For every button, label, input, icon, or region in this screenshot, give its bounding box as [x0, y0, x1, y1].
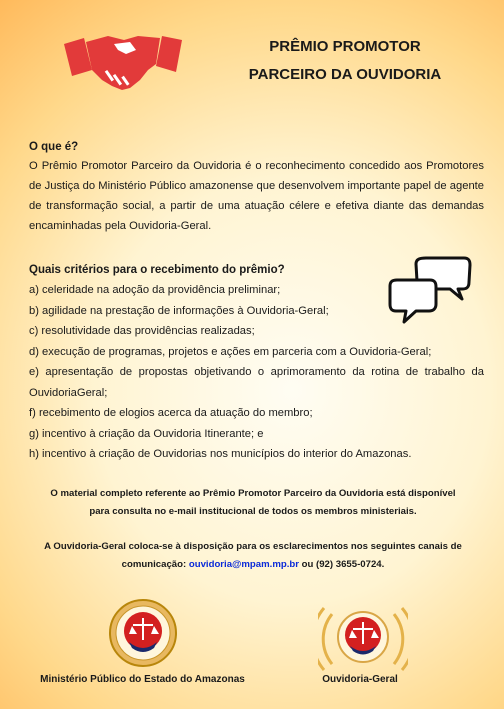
contact-prefix: comunicação: — [121, 558, 187, 570]
material-note-line-1: O material completo referente ao Prêmio Promotor Parceiro da Ouvidoria está disponível — [50, 488, 456, 499]
handshake-icon — [64, 30, 182, 96]
mp-seal-icon — [108, 598, 178, 668]
title-line-2: PARCEIRO DA OUVIDORIA — [248, 66, 442, 83]
criteria-heading: Quais critérios para o recebimento do prêmio? — [29, 264, 285, 276]
criteria-item-c: c) resolutividade das providências realizadas; — [29, 325, 255, 337]
ouvidoria-seal-icon — [318, 602, 408, 672]
title-line-1: PRÊMIO PROMOTOR — [269, 38, 421, 55]
criteria-item-d: d) execução de programas, projetos e ações em parceria com a Ouvidoria-Geral; — [29, 345, 432, 358]
criteria-item-h: h) incentivo à criação de Ouvidorias nos municípios do interior do Amazonas. — [29, 448, 412, 460]
criteria-item-b: b) agilidade na prestação de informações à Ouvidoria-Geral; — [29, 304, 329, 317]
mp-caption: Ministério Público do Estado do Amazonas — [40, 674, 245, 685]
contact-note — [22, 538, 484, 573]
criteria-item-f: f) recebimento de elogios acerca da atuação do membro; — [29, 407, 313, 419]
contact-suffix: ou (92) 3655-0724. — [301, 558, 385, 570]
what-is-text: O Prêmio Promotor Parceiro da Ouvidoria é o reconhecimento concedido aos Promotores de Justiça do Ministério Público amazonense que desenvolvem importante papel de agente de transformação social, a partir de uma atuação célere e efetiva diante das demandas encaminhadas pela Ouvidoria-Geral. — [29, 160, 484, 232]
contact-note-line-1: A Ouvidoria-Geral coloca-se à disposição para os esclarecimentos nos seguintes canais de — [44, 541, 462, 552]
criteria-list — [29, 280, 484, 465]
ouvidoria-caption: Ouvidoria-Geral — [322, 674, 398, 685]
what-is-heading: O que é? — [29, 141, 79, 153]
criteria-item-g: g) incentivo à criação da Ouvidoria Itinerante; e — [29, 427, 264, 440]
contact-email-link[interactable]: ouvidoria@mpam.mp.br — [188, 558, 299, 570]
material-note-line-2: para consulta no e-mail institucional de todos os membros ministeriais. — [89, 505, 417, 517]
material-note — [22, 485, 484, 520]
contact-note-line-2 — [22, 556, 484, 574]
criteria-item-e: e) apresentação de propostas objetivando o aprimoramento da rotina de trabalho da OuvidoriaGeral; — [29, 366, 484, 399]
criteria-item-a: a) celeridade na adoção da providência preliminar; — [29, 284, 281, 296]
